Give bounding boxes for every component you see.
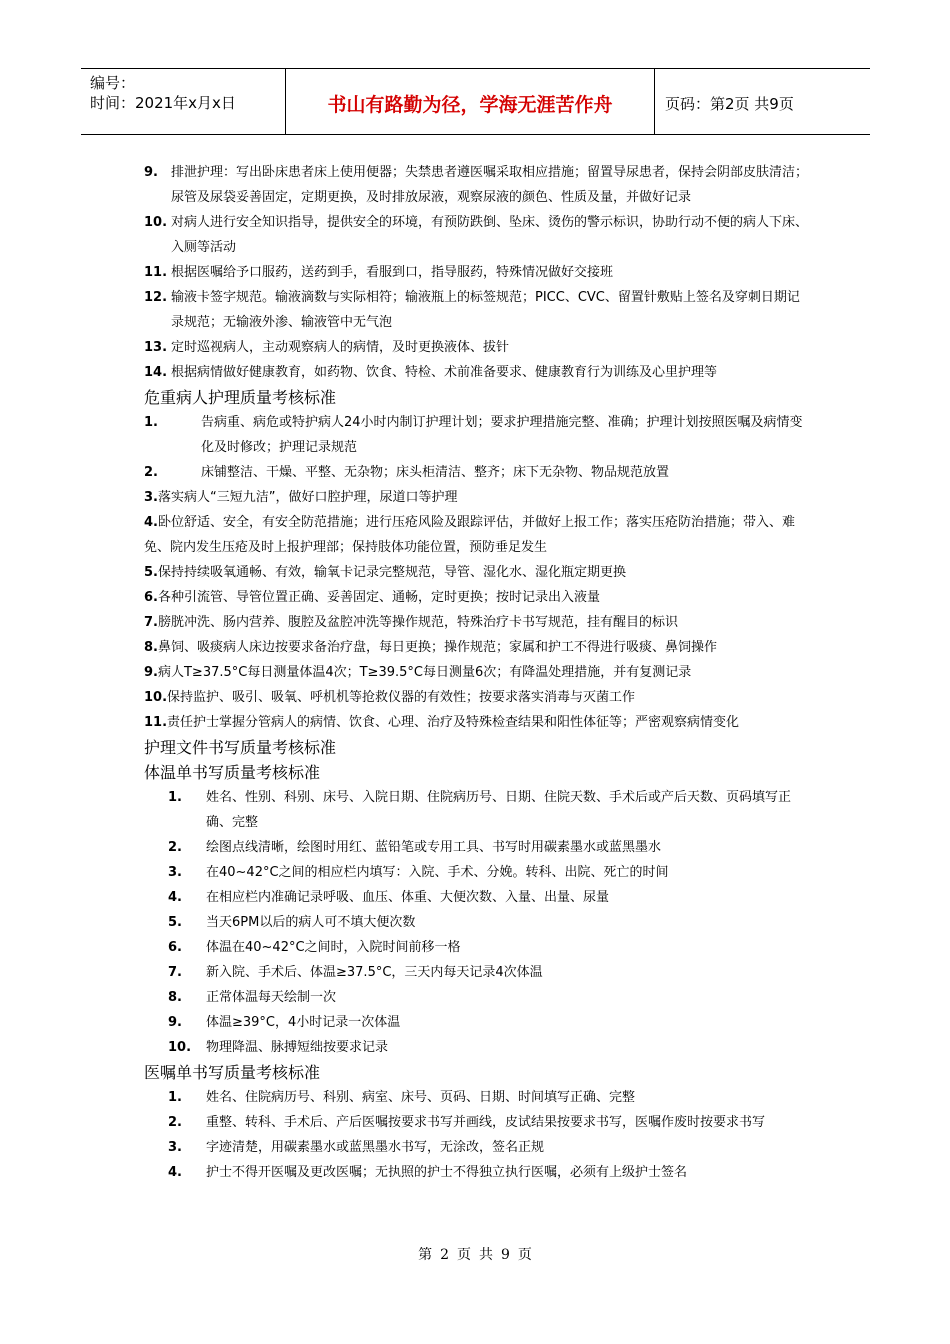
list-item [144,985,810,1010]
list-item-number: 7. [144,615,158,630]
list-item-text: 姓名、住院病历号、科别、病室、床号、页码、日期、时间填写正确、完整 [206,1090,636,1105]
list-item [144,610,810,635]
section-daily-care [144,160,810,385]
list-item [144,835,810,860]
list-item-text: 输液卡签字规范。输液滴数与实际相符；输液瓶上的标签规范；PICC、CVC、留置针敷贴上签名及穿刺日期记录规范；无输液外渗、输液管中无气泡 [171,290,800,330]
footer-text: 页 [517,1247,532,1263]
section-temperature-chart [144,785,810,1060]
list-item-number: 4. [168,890,182,905]
list-item-text: 当天6PM以后的病人可不填大便次数 [206,915,416,930]
list-item [144,1010,810,1035]
list-item [144,785,810,835]
footer-text: 第 [418,1247,433,1263]
list-item-text: 鼻饲、吸痰病人床边按要求备治疗盘，每日更换；操作规范；家属和护工不得进行吸痰、鼻饲操作 [157,640,717,655]
list-item-number: 11. [144,265,168,280]
list-item [144,560,810,585]
list-item-number: 8. [168,990,182,1005]
list-item-number: 9. [168,1015,182,1030]
list-item-number: 6. [168,940,182,955]
list-item-number: 11. [144,715,168,730]
page-header [81,68,870,135]
list-item-number: 10. [168,1040,192,1055]
list-item-number: 13. [144,340,168,355]
list-item-number: 14. [144,365,168,380]
list-item-number: 1. [168,790,182,805]
section-heading-documents: 护理文件书写质量考核标准 [144,738,337,757]
list-item [144,1160,810,1185]
list-item-text: 卧位舒适、安全，有安全防范措施；进行压疮风险及跟踪评估，并做好上报工作；落实压疮防治措施；带入、难免、院内发生压疮及时上报护理部；保持肢体功能位置，预防垂足发生 [144,515,795,555]
list-item [144,285,810,335]
list-item [144,1085,810,1110]
section-heading-orders: 医嘱单书写质量考核标准 [144,1063,321,1082]
section-critical-care [144,410,810,735]
list-item-text: 责任护士掌握分管病人的病情、饮食、心理、治疗及特殊检查结果和阳性体征等；严密观察病情变化 [167,715,740,730]
document-body [144,160,810,1185]
list-item-number: 10. [144,215,168,230]
list-item [144,1035,810,1060]
footer-total-pages: 9 [501,1247,510,1263]
section-medical-orders [144,1085,810,1185]
list-item [144,410,810,460]
list-item [144,1110,810,1135]
page-footer [0,1244,950,1264]
list-item [144,860,810,885]
list-item-text: 姓名、性别、科别、床号、入院日期、住院病历号、日期、住院天数、手术后或产后天数、页码填写正确、完整 [206,790,792,830]
section-heading-critical: 危重病人护理质量考核标准 [144,388,337,407]
list-item [144,910,810,935]
list-item-text: 排泄护理：写出卧床患者床上使用便器；失禁患者遵医嘱采取相应措施；留置导尿患者，保持会阴部皮肤清洁；尿管及尿袋妥善固定，定期更换，及时排放尿液，观察尿液的颜色、性质及量，并做好记录 [171,165,809,205]
list-item-text: 告病重、病危或特护病人24小时内制订护理计划；要求护理措施完整、准确；护理计划按照医嘱及病情变化及时修改；护理记录规范 [201,415,803,455]
list-item-text: 护士不得开医嘱及更改医嘱；无执照的护士不得独立执行医嘱，必须有上级护士签名 [206,1165,688,1180]
list-item-text: 保持持续吸氧通畅、有效，输氧卡记录完整规范，导管、湿化水、湿化瓶定期更换 [157,565,626,580]
header-page-info: 页码：第2页 共9页 [665,95,794,113]
list-item-number: 3. [144,490,158,505]
list-item-text: 保持监护、吸引、吸氧、呼机机等抢救仪器的有效性；按要求落实消毒与灭菌工作 [167,690,636,705]
list-item-text: 各种引流管、导管位置正确、妥善固定、通畅，定时更换；按时记录出入液量 [157,590,600,605]
list-item-text: 根据病情做好健康教育，如药物、饮食、特检、术前准备要求、健康教育行为训练及心里护理等 [171,365,718,380]
list-item-text: 新入院、手术后、体温≥37.5°C，三天内每天记录4次体温 [206,965,543,980]
list-item-number: 3. [168,865,182,880]
list-item-number: 3. [168,1140,182,1155]
list-item [144,710,810,735]
footer-page-number: 2 [440,1247,449,1263]
list-item-number: 9. [144,165,158,180]
list-item [144,510,810,560]
list-item-text: 床铺整洁、干燥、平整、无杂物；床头柜清洁、整齐；床下无杂物、物品规范放置 [201,465,670,480]
list-item [144,660,810,685]
list-item-number: 2. [144,465,158,480]
header-meta [81,69,285,134]
list-item-text: 物理降温、脉搏短绌按要求记录 [206,1040,389,1055]
list-item [144,160,810,210]
list-item-number: 1. [168,1090,182,1105]
list-item-number: 10. [144,690,168,705]
list-item-text: 病人T≥37.5°C每日测量体温4次；T≥39.5°C每日测量6次；有降温处理措施，并有复测记录 [157,665,692,680]
footer-text: 共 [479,1247,493,1263]
header-time-label: 时间：2021年x月x日 [90,94,236,112]
list-item-number: 4. [168,1165,182,1180]
list-item [144,960,810,985]
list-item-text: 定时巡视病人，主动观察病人的病情，及时更换液体、拔针 [171,340,510,355]
list-item-number: 12. [144,290,168,305]
list-item [144,685,810,710]
list-item [144,360,810,385]
list-item-number: 5. [144,565,158,580]
list-item [144,210,810,260]
list-item-number: 2. [168,1115,182,1130]
list-item [144,935,810,960]
list-item-text: 膀胱冲洗、肠内营养、腹腔及盆腔冲洗等操作规范，特殊治疗卡书写规范，挂有醒目的标识 [157,615,678,630]
list-item-text: 正常体温每天绘制一次 [206,990,337,1005]
list-item-number: 7. [168,965,182,980]
list-item-text: 字迹清楚，用碳素墨水或蓝黑墨水书写，无涂改，签名正规 [206,1140,545,1155]
list-item-number: 8. [144,640,158,655]
list-item-number: 6. [144,590,158,605]
footer-text: 页 [457,1247,471,1263]
list-item-text: 对病人进行安全知识指导，提供安全的环境，有预防跌倒、坠床、烫伤的警示标识，协助行动不便的病人下床、入厕等活动 [171,215,809,255]
list-item-number: 9. [144,665,158,680]
list-item [144,460,810,485]
list-item-number: 5. [168,915,182,930]
list-item-text: 落实病人“三短九洁”，做好口腔护理，尿道口等护理 [157,490,458,505]
list-item-text: 体温≥39°C，4小时记录一次体温 [206,1015,401,1030]
list-item [144,335,810,360]
list-item [144,635,810,660]
list-item [144,260,810,285]
section-heading-temperature: 体温单书写质量考核标准 [144,763,321,782]
list-item-text: 体温在40~42°C之间时，入院时间前移一格 [206,940,461,955]
list-item [144,885,810,910]
list-item-number: 1. [144,415,158,430]
list-item-number: 4. [144,515,158,530]
list-item-text: 根据医嘱给予口服药，送药到手，看服到口，指导服药，特殊情况做好交接班 [171,265,614,280]
list-item-text: 在相应栏内准确记录呼吸、血压、体重、大便次数、入量、出量、尿量 [206,890,610,905]
list-item [144,485,810,510]
list-item-text: 绘图点线清晰，绘图时用红、蓝铅笔或专用工具、书写时用碳素墨水或蓝黑墨水 [206,840,662,855]
list-item-text: 在40~42°C之间的相应栏内填写：入院、手术、分娩。转科、出院、死亡的时间 [206,865,669,880]
list-item [144,585,810,610]
list-item-text: 重整、转科、手术后、产后医嘱按要求书写并画线，皮试结果按要求书写，医嘱作废时按要求书写 [206,1115,766,1130]
list-item-number: 2. [168,840,182,855]
header-number-label: 编号： [90,74,136,92]
list-item [144,1135,810,1160]
header-motto: 书山有路勤为径，学海无涯苦作舟 [285,69,655,134]
